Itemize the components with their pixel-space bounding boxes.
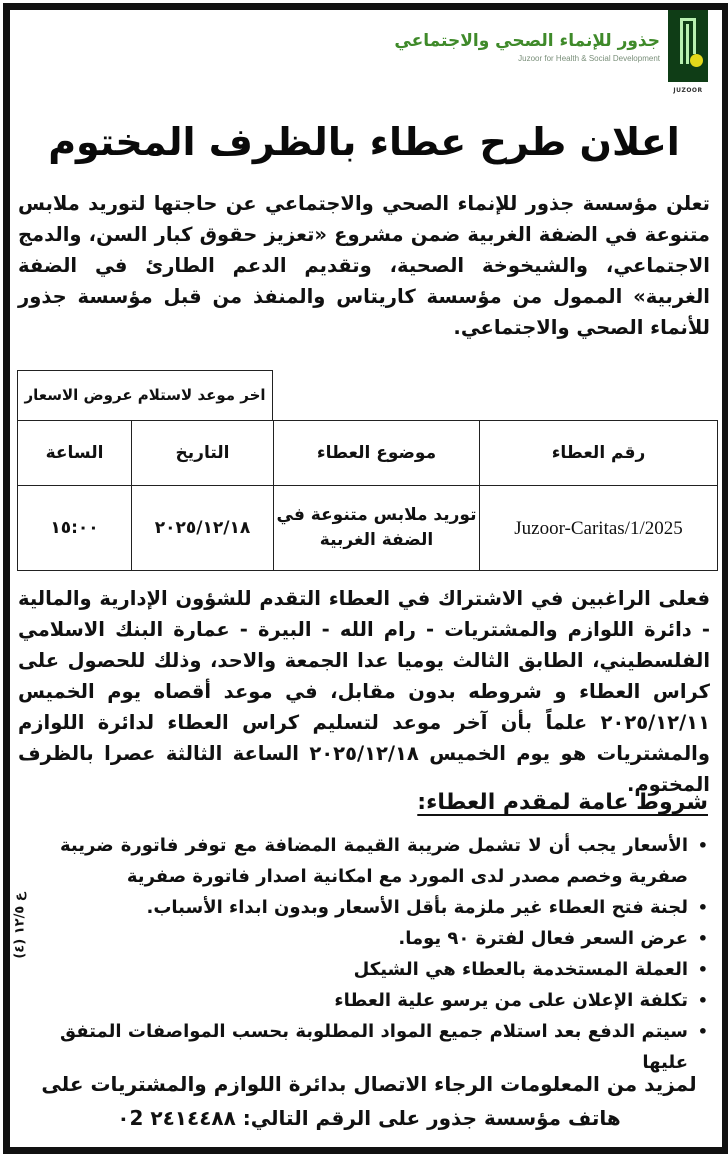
sun-icon [690,54,703,67]
juzoor-emblem-icon [668,10,708,94]
header-subject: موضوع العطاء [273,420,480,486]
contact-footer [40,1067,698,1135]
footer-line-2-text: هاتف مؤسسة جذور على الرقم التالي: [242,1106,621,1130]
header-time: الساعة [17,420,132,486]
intro-paragraph: تعلن مؤسسة جذور للإنماء الصحي والاجتماعي عن حاجتها لتوريد ملابس متنوعة في الضفة الغربية ضمن مشروع «تعزيز حقوق كبار السن، والدمج الاجتماعي، والشيخوخة الصحية، وتقديم الدعم الطارئ في الضفة الغربية» الممول من مؤسسة كاريتاس والمنفذ من قبل مؤسسة جذور للأنماء الصحي والاجتماعي. [18,192,710,339]
condition-item: • عرض السعر فعال لفترة ٩٠ يوما. [60,923,708,954]
side-reference-note [8,870,32,980]
logo-arabic-name: جذور للإنماء الصحي والاجتماعي [394,31,660,51]
cell-tender-number: Juzoor-Caritas/1/2025 [479,485,718,571]
condition-item: • تكلفة الإعلان على من يرسو علية العطاء [60,985,708,1016]
condition-item: • لجنة فتح العطاء غير ملزمة بأقل الأسعار وبدون ابداء الأسباب. [60,892,708,923]
logo-english-name: Juzoor for Health & Social Development [518,54,660,63]
condition-item: • العملة المستخدمة بالعطاء هي الشيكل [60,954,708,985]
phone-number: ٠2 ٢٤١٤٤٨٨ [117,1106,236,1130]
instructions-paragraph: فعلى الراغبين في الاشتراك في العطاء التقدم للشؤون الإدارية والمالية - دائرة اللوازم والمشتريات - رام الله - البيرة - عمارة البنك الاسلامي الفلسطيني، الطابق الثالث يوميا عدا الجمعة والاحد، وذلك للحصول على كراس العطاء و شروطه بدون مقابل، في موعد أقصاه يوم الخميس ٢٠٢٥/١٢/١١ علماً بأن آخر موعد لتسليم كراس العطاء لدائرة اللوازم والمشتريات هو يوم الخميس ٢٠٢٥/١٢/١٨ الساعة الثالثة عصرا بالظرف المختوم. [18,587,710,796]
juzoor-logo [394,10,708,94]
deadline-header: اخر موعد لاستلام عروض الاسعار [17,370,273,421]
conditions-list [60,830,708,1078]
page-title: اعلان طرح عطاء بالظرف المختوم [48,120,680,164]
condition-item: • سيتم الدفع بعد استلام جميع المواد المطلوبة بحسب المواصفات المتفق عليها [60,1016,708,1078]
footer-line-1: لمزيد من المعلومات الرجاء الاتصال بدائرة اللوازم والمشتريات على [41,1072,697,1096]
cell-time: ١٥:٠٠ [17,485,132,571]
footer-line-2 [40,1101,698,1135]
cell-subject: توريد ملابس متنوعة في الضفة الغربية [273,485,480,571]
header-tender-number: رقم العطاء [479,420,718,486]
header-date: التاريخ [131,420,274,486]
side-note-text: ع ١٢/٥ (٤) [12,891,28,959]
conditions-title: شروط عامة لمقدم العطاء: [417,790,708,815]
tender-table [17,370,718,570]
condition-item: • الأسعار يجب أن لا تشمل ضريبة القيمة المضافة مع توفر فاتورة ضريبة صفرية وخصم مصدر لدى المورد مع امكانية اصدار فاتورة صفرية [60,830,708,892]
cell-date: ٢٠٢٥/١٢/١٨ [131,485,274,571]
logo-caption: JUZOOR [673,87,703,94]
